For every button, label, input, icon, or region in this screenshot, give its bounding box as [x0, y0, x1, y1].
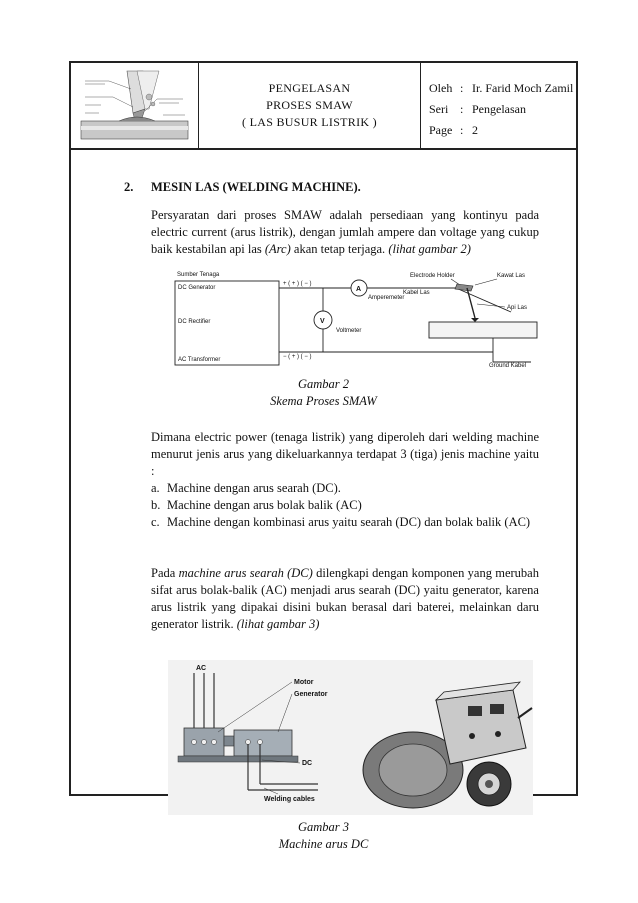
meta-row-series	[429, 99, 578, 120]
figure2-caption-title: Gambar 2	[297, 377, 350, 391]
list-text: Machine dengan kombinasi arus yaitu searah (DC) dan bolak balik (AC)	[167, 515, 531, 529]
label-voltmeter: Voltmeter	[336, 328, 362, 334]
figure3-caption-title: Gambar 3	[297, 820, 350, 834]
ammeter-letter: A	[356, 286, 362, 293]
meta-colon: :	[460, 123, 464, 137]
label-ground-kabel: Ground Kabel	[489, 363, 527, 368]
section-title: MESIN LAS (WELDING MACHINE).	[151, 180, 361, 194]
header-title-line-2: PROSES SMAW	[266, 98, 353, 112]
paragraph-intro	[151, 207, 539, 258]
figure2-caption-subtitle: Skema Proses SMAW	[270, 394, 377, 408]
label-ac-transformer: AC Transformer	[178, 357, 221, 363]
header-title-cell	[199, 63, 421, 148]
paragraph-machine-types: Dimana electric power (tenaga listrik) yang diperoleh dari welding machine menurut jenis arus yang dikeluarkannya terdapat 3 (tiga) jenis machine yaitu :	[151, 430, 539, 478]
label-amperemeter: Amperemeter	[368, 295, 405, 301]
label-kawat-las: Kawat Las	[497, 273, 526, 279]
list-marker: b.	[151, 498, 161, 512]
electrode-rod	[467, 288, 475, 318]
paragraph-text: akan tetap terjaga.	[290, 242, 389, 256]
figure-reference: (lihat gambar 2)	[388, 242, 471, 256]
paragraph-em: machine arus searah (DC)	[178, 566, 313, 580]
list-item	[151, 497, 539, 514]
voltmeter-letter: V	[320, 318, 325, 325]
header-title-line-3: ( LAS BUSUR LISTRIK )	[242, 115, 377, 129]
meta-key: Page	[429, 123, 453, 137]
paragraph-dc-machine	[151, 565, 539, 633]
meta-key: Seri	[429, 102, 449, 116]
meta-colon: :	[460, 102, 464, 116]
arc-spark	[471, 318, 479, 322]
page-frame	[69, 61, 578, 851]
list-item	[151, 480, 539, 497]
meta-value: Ir. Farid Moch Zamil	[472, 81, 574, 95]
label-electrode-holder: Electrode Holder	[410, 273, 455, 279]
machine-type-list	[151, 480, 539, 531]
paragraph-text: Pada	[151, 566, 179, 580]
paragraph-text: dilengkapi dengan komponen yang merubah sifat arus bolak-balik (AC) menjadi arus searah (DC) yaitu generator, karena arus listrik yang dipakai disini bukan berasal dari baterei, melainkan daru generator listrik.	[151, 566, 539, 631]
label-dc-rectifier: DC Rectifier	[178, 319, 211, 325]
header-title-line-1: PENGELASAN	[268, 81, 351, 95]
document-header	[71, 63, 576, 150]
header-meta-cell	[421, 63, 578, 148]
label-polarity-top: + ( + ) ( − )	[283, 281, 312, 287]
header-logo-cell	[71, 63, 199, 148]
list-text: Machine dengan arus searah (DC).	[167, 481, 341, 495]
generator-unit	[234, 730, 292, 756]
label-motor: Motor	[294, 679, 314, 686]
list-marker: c.	[151, 515, 160, 529]
label-sumber-tenaga: Sumber Tenaga	[177, 272, 220, 278]
label-generator: Generator	[294, 691, 328, 698]
paragraph-text: Persyaratan dari proses SMAW adalah persediaan yang kontinyu pada electric current (arus listrik), dengan jumlah ampere dan voltage yang cukup baik kestabilan api las	[151, 208, 539, 256]
meta-row-author	[429, 78, 578, 99]
leader-lines	[451, 279, 505, 307]
label-dc-generator: DC Generator	[178, 285, 216, 291]
label-api-las: Api Las	[507, 305, 528, 311]
paragraph-em: (Arc)	[264, 242, 291, 256]
label-ac: AC	[196, 665, 207, 672]
figure3-caption-subtitle: Machine arus DC	[278, 837, 369, 851]
label-polarity-bottom: − ( + ) ( − )	[283, 354, 312, 360]
meta-value: 2	[472, 123, 478, 137]
electrode-holder-shape	[455, 284, 473, 291]
meta-row-page	[429, 120, 578, 141]
list-marker: a.	[151, 481, 160, 495]
list-text: Machine dengan arus bolak balik (AC)	[167, 498, 362, 512]
list-item	[151, 514, 539, 531]
meta-key: Oleh	[429, 81, 453, 95]
workpiece-block	[429, 322, 537, 338]
meta-colon: :	[460, 81, 464, 95]
dc-machine-figure	[168, 660, 533, 815]
section-number: 2.	[124, 180, 134, 194]
label-welding-cables: Welding cables	[264, 796, 315, 803]
meta-value: Pengelasan	[472, 102, 526, 116]
label-kabel-las: Kabel Las	[403, 290, 430, 296]
smaw-schematic-diagram	[171, 268, 539, 368]
label-dc: DC	[302, 760, 313, 767]
figure-reference: (lihat gambar 3)	[236, 617, 320, 631]
welding-illustration	[79, 69, 190, 143]
